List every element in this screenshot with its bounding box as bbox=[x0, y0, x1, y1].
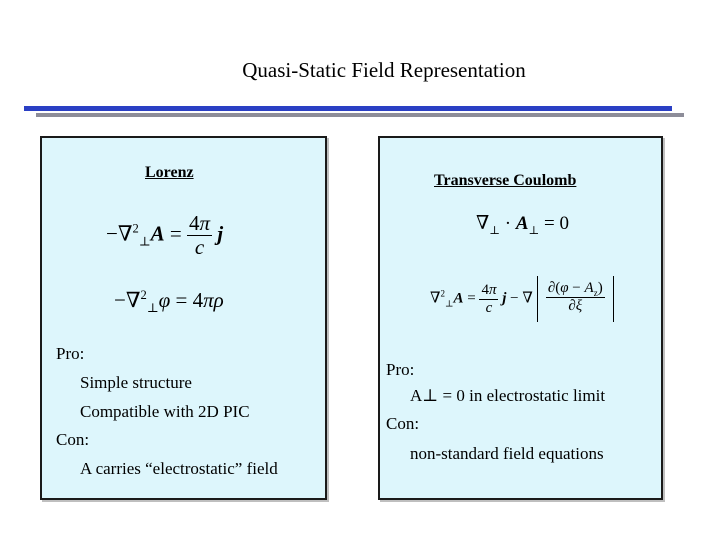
coulomb-vector-potential-equation: ∇$^2_\perp$A = $\frac{4\pi}{c}$ j − ∇ $\frac{\partial(\varphi - A_z)}{\partial\xi}$ bbox=[430, 276, 614, 322]
coulomb-pro-item: A⊥ = 0 in electrostatic limit bbox=[410, 386, 606, 405]
coulomb-pro-label: Pro: bbox=[386, 360, 415, 379]
coulomb-con-label: Con: bbox=[386, 414, 420, 433]
lorenz-con-label: Con: bbox=[56, 430, 90, 449]
lorenz-pro-label: Pro: bbox=[56, 344, 85, 363]
lorenz-vector-potential-equation: −∇$^2_\perp$A = $\frac{4\pi}{c}$ j bbox=[106, 211, 224, 260]
coulomb-gauge-equation: $\nabla_\perp \cdot A_\perp = 0$ bbox=[476, 213, 569, 237]
transverse-coulomb-panel bbox=[378, 136, 663, 500]
lorenz-con-item: A carries “electrostatic” field bbox=[80, 459, 278, 478]
lorenz-scalar-potential-equation: −∇$^2_\perp$φ = 4πρ bbox=[114, 288, 224, 316]
title-underline-gray bbox=[36, 113, 684, 117]
slide-title: Quasi-Static Field Representation bbox=[242, 58, 526, 82]
coulomb-con-item: non-standard field equations bbox=[410, 444, 604, 463]
lorenz-heading: Lorenz bbox=[145, 164, 194, 181]
title-underline-blue bbox=[24, 106, 672, 111]
transverse-coulomb-heading: Transverse Coulomb bbox=[434, 172, 577, 189]
lorenz-pro-item: Simple structure bbox=[80, 373, 192, 392]
lorenz-panel bbox=[40, 136, 327, 500]
lorenz-pro-item: Compatible with 2D PIC bbox=[80, 402, 250, 421]
